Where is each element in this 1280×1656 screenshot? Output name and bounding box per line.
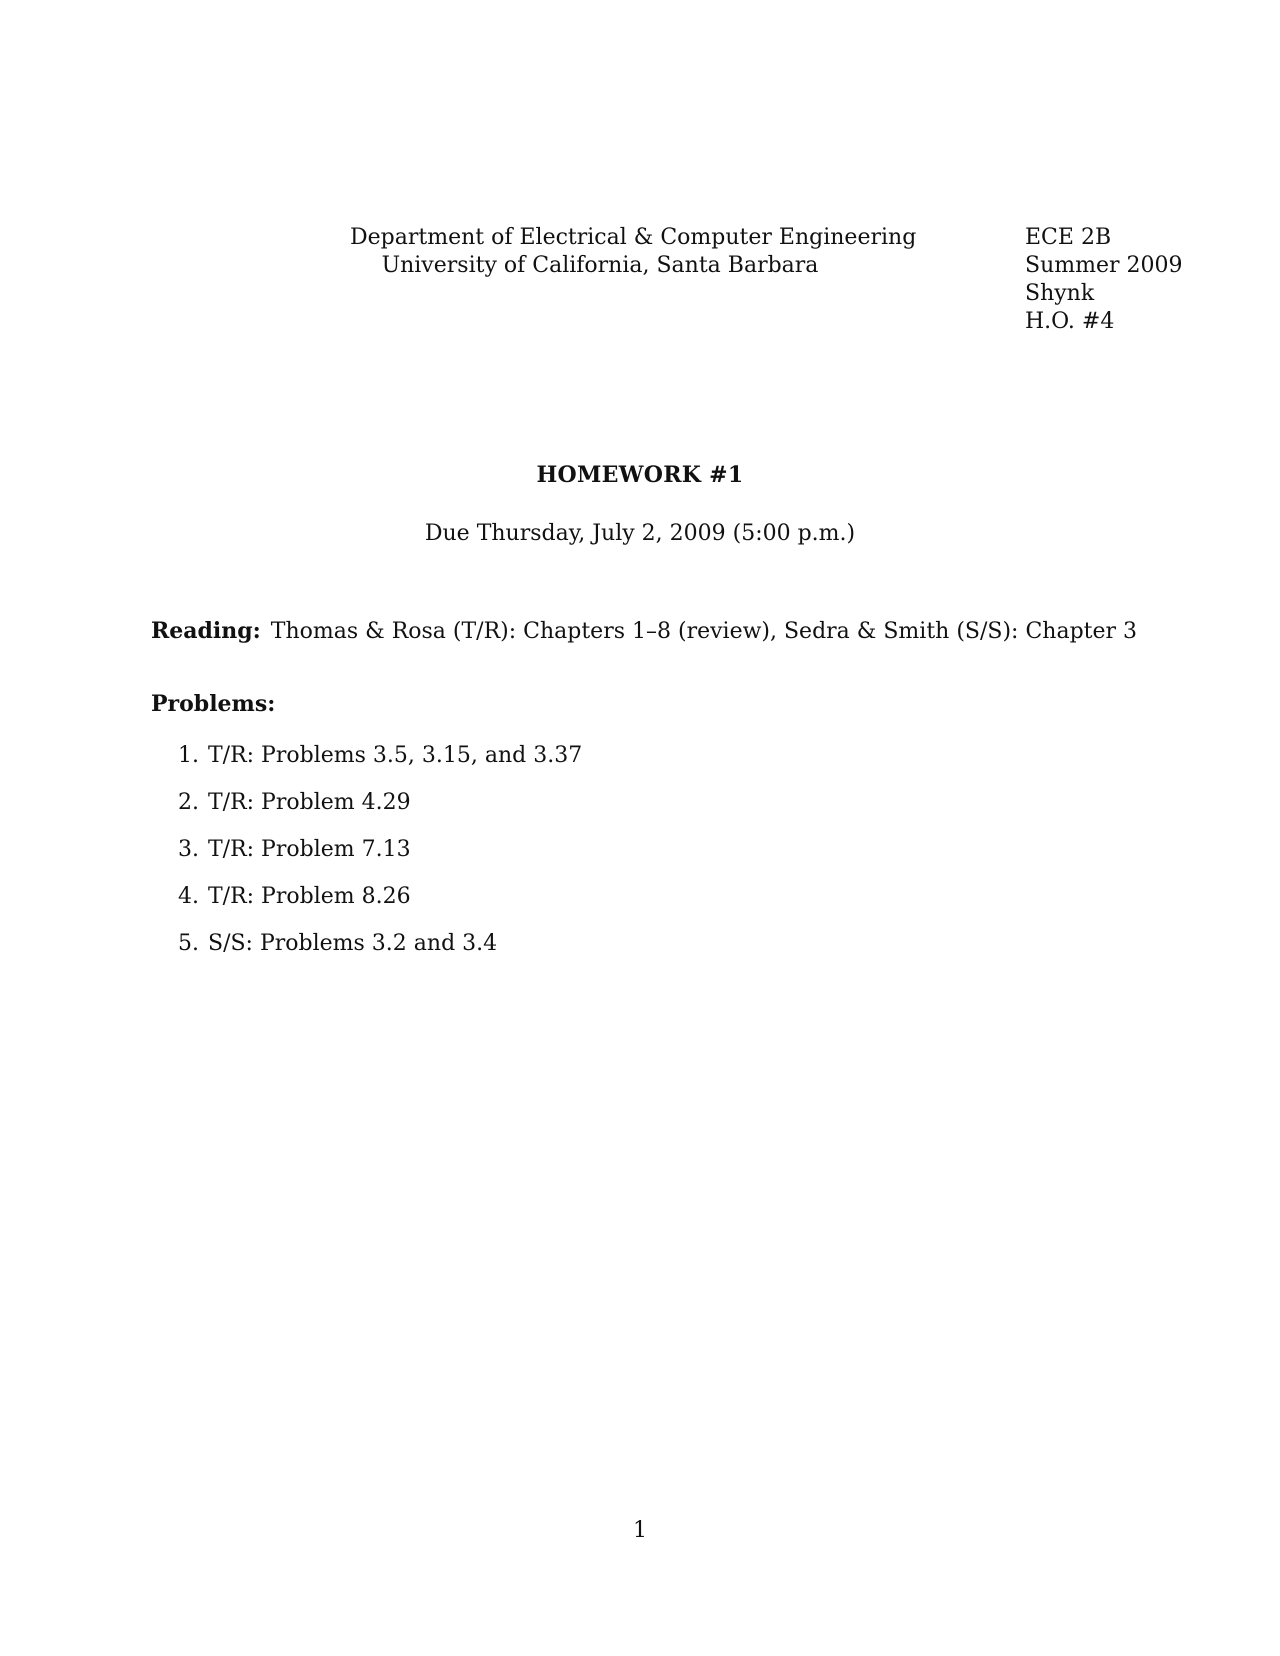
instructor-name: Shynk: [1025, 281, 1095, 306]
problem-item: [178, 743, 582, 790]
page-number: 1: [633, 1518, 647, 1543]
problem-text: T/R: Problem 4.29: [208, 790, 411, 815]
problem-number: 3.: [178, 837, 199, 862]
problems-heading: Problems:: [151, 691, 276, 717]
problem-item: [178, 837, 582, 884]
problem-text: T/R: Problems 3.5, 3.15, and 3.37: [208, 743, 583, 768]
problem-number: 1.: [178, 743, 199, 768]
problem-item: [178, 884, 582, 931]
problem-list: [178, 743, 582, 978]
department-name: Department of Electrical & Computer Engineering: [350, 225, 917, 250]
problem-text: T/R: Problem 7.13: [208, 837, 411, 862]
reading-assignment: [151, 618, 1137, 644]
reading-label: Reading:: [151, 618, 261, 644]
course-term: Summer 2009: [1025, 253, 1183, 278]
reading-text: Thomas & Rosa (T/R): Chapters 1–8 (review), Sedra & Smith (S/S): Chapter 3: [270, 619, 1138, 644]
department-header: [350, 224, 917, 280]
problem-text: T/R: Problem 8.26: [208, 884, 411, 909]
problem-number: 5.: [178, 931, 199, 956]
course-info: [1025, 224, 1245, 336]
due-date: Due Thursday, July 2, 2009 (5:00 p.m.): [424, 521, 856, 546]
university-name: University of California, Santa Barbara: [381, 253, 819, 278]
problem-item: [178, 790, 582, 837]
problem-item: [178, 931, 582, 978]
problem-text: S/S: Problems 3.2 and 3.4: [208, 931, 498, 956]
course-code: ECE 2B: [1025, 225, 1112, 250]
handout-number: H.O. #4: [1025, 309, 1115, 334]
problem-number: 4.: [178, 884, 199, 909]
homework-title: HOMEWORK #1: [536, 462, 744, 488]
problem-number: 2.: [178, 790, 199, 815]
